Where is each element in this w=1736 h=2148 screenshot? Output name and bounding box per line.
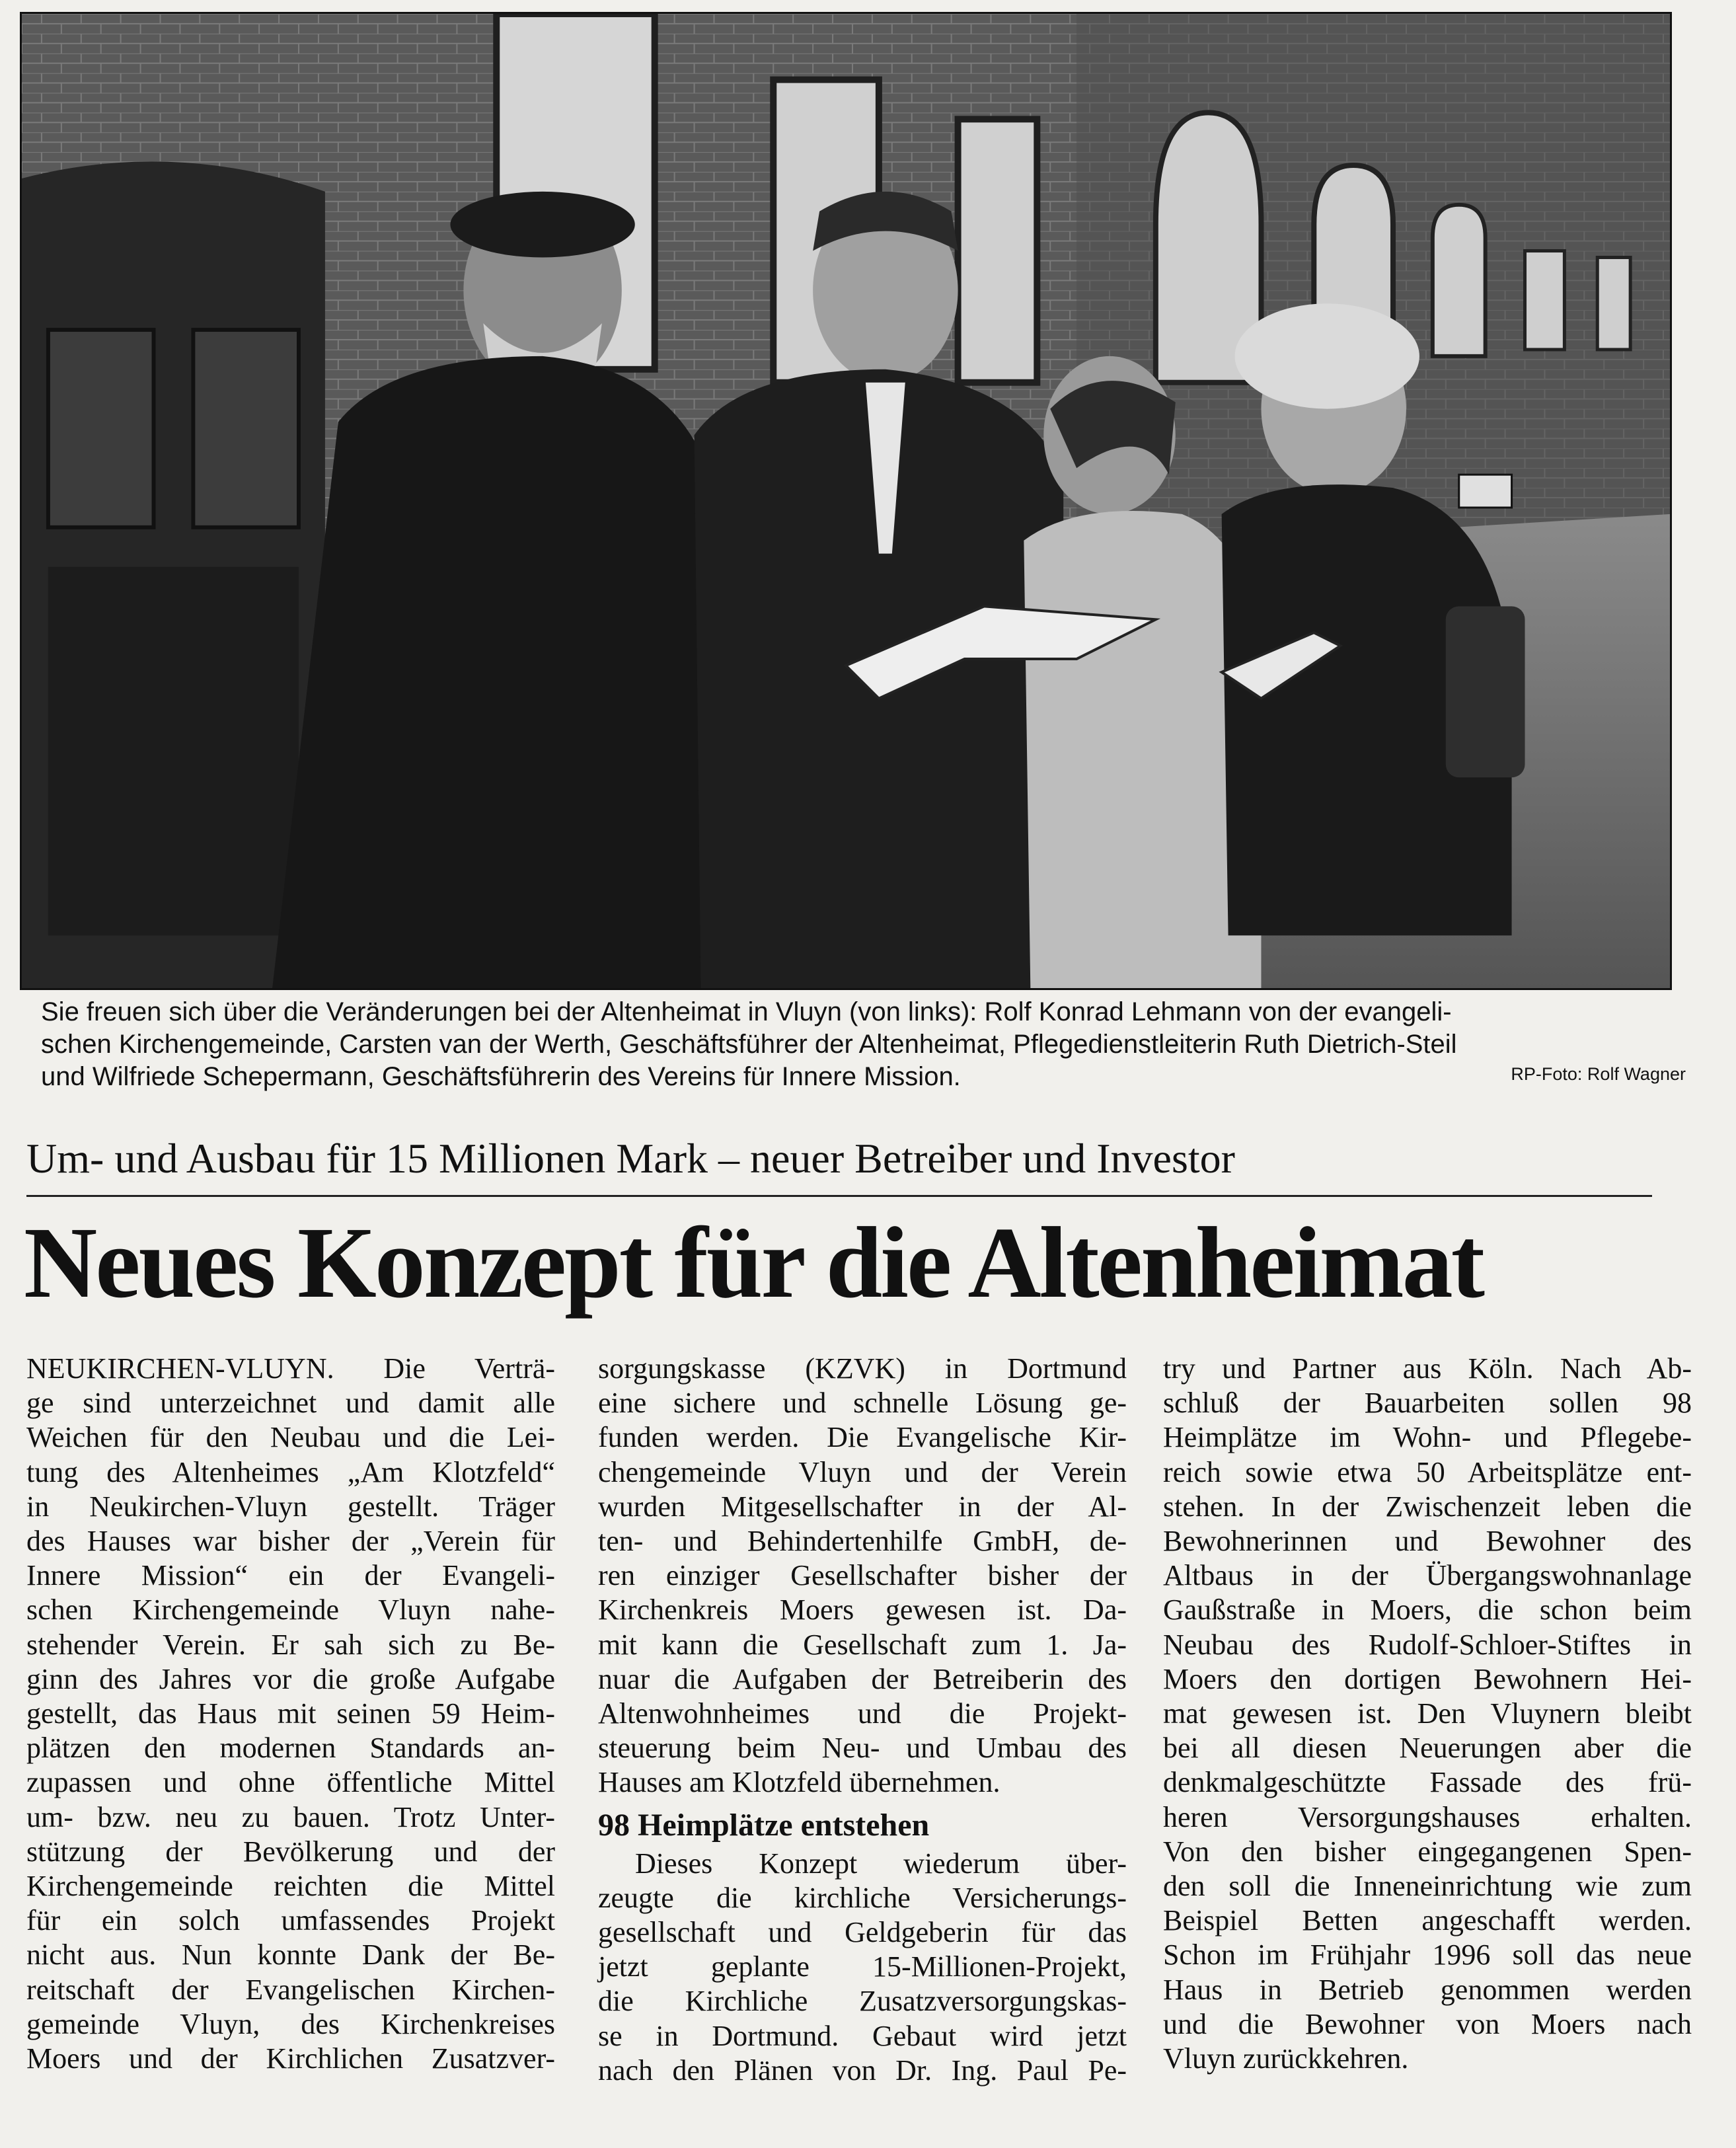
text-line: den soll die Inneneinrichtung wie zum: [1163, 1870, 1692, 1903]
text-line: jetzt geplante 15-Millionen-Projekt,: [598, 1950, 1127, 1983]
text-line: stehender Verein. Er sah sich zu Be-: [26, 1628, 555, 1661]
section-heading: 98 Heimplätze entstehen: [598, 1807, 930, 1843]
caption-line: Sie freuen sich über die Veränderungen bei der Altenheimat in Vluyn (von links): Rolf Konrad Lehmann von der evangeli-: [41, 997, 1452, 1026]
text-line: tung des Altenheimes „Am Klotzfeld“: [26, 1455, 555, 1488]
text-line: wurden Mitgesellschafter in der Al-: [598, 1490, 1127, 1523]
text-line: gestellt, das Haus mit seinen 59 Heim-: [26, 1697, 555, 1730]
text-line: Beispiel Betten angeschafft werden.: [1163, 1904, 1692, 1937]
text-line: nuar die Aufgaben der Betreiberin des: [598, 1662, 1127, 1695]
text-line: Weichen für den Neubau und die Lei-: [26, 1421, 555, 1454]
text-line: gesellschaft und Geldgeberin für das: [598, 1916, 1127, 1949]
text-line: heren Versorgungshauses erhalten.: [1163, 1800, 1692, 1833]
text-line: denkmalgeschützte Fassade des frü-: [1163, 1766, 1692, 1799]
text-line: für ein solch umfassendes Projekt: [26, 1904, 555, 1937]
text-line: stützung der Bevölkerung und der: [26, 1835, 555, 1868]
article-headline: Neues Konzept für die Altenheimat: [24, 1207, 1483, 1319]
text-line: Haus in Betrieb genommen werden: [1163, 1973, 1692, 2006]
text-line: Gaußstraße in Moers, die schon beim: [1163, 1593, 1692, 1627]
text-line: Neubau des Rudolf-Schloer-Stiftes in: [1163, 1628, 1692, 1661]
text-line: ginn des Jahres vor die große Aufgabe: [26, 1662, 555, 1695]
text-line: schen Kirchengemeinde Vluyn nahe-: [26, 1593, 555, 1627]
text-line: stehen. In der Zwischenzeit leben die: [1163, 1490, 1692, 1523]
article-photo: [20, 12, 1672, 990]
text-line: chengemeinde Vluyn und der Verein: [598, 1455, 1127, 1488]
text-line: sorgungskasse (KZVK) in Dortmund: [598, 1352, 1127, 1385]
text-line: Altenwohnheimes und die Projekt-: [598, 1697, 1127, 1730]
text-line: schluß der Bauarbeiten sollen 98: [1163, 1387, 1692, 1420]
text-line: Von den bisher eingegangenen Spen-: [1163, 1835, 1692, 1868]
photo-caption: [41, 996, 1686, 1093]
text-line: des Hauses war bisher der „Verein für: [26, 1525, 555, 1558]
caption-line: und Wilfriede Schepermann, Geschäftsführerin des Vereins für Innere Mission.: [41, 1062, 961, 1091]
text-line: reich sowie etwa 50 Arbeitsplätze ent-: [1163, 1455, 1692, 1488]
text-line: zupassen und ohne öffentliche Mittel: [26, 1766, 555, 1799]
text-line: Vluyn zurückkehren.: [1163, 2042, 1409, 2075]
text-line: Bewohnerinnen und Bewohner des: [1163, 1525, 1692, 1558]
text-line: mat gewesen ist. Den Vluynern bleibt: [1163, 1697, 1692, 1730]
text-line: ge sind unterzeichnet und damit alle: [26, 1387, 555, 1420]
article-column-3: [1163, 1352, 1692, 2076]
text-line: Moers den dortigen Bewohnern Hei-: [1163, 1662, 1692, 1695]
text-line: Kirchenkreis Moers gewesen ist. Da-: [598, 1593, 1127, 1627]
divider-rule: [26, 1195, 1652, 1197]
text-line: Moers und der Kirchlichen Zusatzver-: [26, 2042, 555, 2075]
photo-credit: RP-Foto: Rolf Wagner: [1511, 1064, 1686, 1084]
text-line: Innere Mission“ ein der Evangeli-: [26, 1559, 555, 1592]
text-line: Hauses am Klotzfeld übernehmen.: [598, 1766, 1000, 1799]
caption-line: schen Kirchengemeinde, Carsten van der Werth, Geschäftsführer der Altenheimat, Pflegedienstleiterin Ruth Dietrich-Steil: [41, 1030, 1457, 1059]
text-line: Schon im Frühjahr 1996 soll das neue: [1163, 1938, 1692, 1972]
text-line: gemeinde Vluyn, des Kirchenkreises: [26, 2007, 555, 2040]
text-line: zeugte die kirchliche Versicherungs-: [598, 1881, 1127, 1914]
text-line: steuerung beim Neu- und Umbau des: [598, 1732, 1127, 1765]
text-line: nach den Plänen von Dr. Ing. Paul Pe-: [598, 2053, 1127, 2087]
text-line: bei all diesen Neuerungen aber die: [1163, 1732, 1692, 1765]
text-line: in Neukirchen-Vluyn gestellt. Träger: [26, 1490, 555, 1523]
text-line: nicht aus. Nun konnte Dank der Be-: [26, 1938, 555, 1972]
photo-illustration: [22, 14, 1670, 988]
text-line: plätzen den modernen Standards an-: [26, 1732, 555, 1765]
text-line: funden werden. Die Evangelische Kir-: [598, 1421, 1127, 1454]
text-line: se in Dortmund. Gebaut wird jetzt: [598, 2019, 1127, 2052]
text-line: reitschaft der Evangelischen Kirchen-: [26, 1973, 555, 2006]
article-subhead: Um- und Ausbau für 15 Millionen Mark – neuer Betreiber und Investor: [26, 1135, 1235, 1182]
text-line: mit kann die Gesellschaft zum 1. Ja-: [598, 1628, 1127, 1661]
text-line: ren einziger Gesellschafter bisher der: [598, 1559, 1127, 1592]
text-line: um- bzw. neu zu bauen. Trotz Unter-: [26, 1800, 555, 1833]
text-line: NEUKIRCHEN-VLUYN. Die Verträ-: [26, 1352, 555, 1385]
text-line: und die Bewohner von Moers nach: [1163, 2007, 1692, 2040]
text-line: try und Partner aus Köln. Nach Ab-: [1163, 1352, 1692, 1385]
text-line: Altbaus in der Übergangswohnanlage: [1163, 1559, 1692, 1592]
text-line: Dieses Konzept wiederum über-: [635, 1847, 1127, 1880]
article-column-1: [26, 1352, 555, 2076]
text-line: Kirchengemeinde reichten die Mittel: [26, 1870, 555, 1903]
text-line: eine sichere und schnelle Lösung ge-: [598, 1387, 1127, 1420]
text-line: Heimplätze im Wohn- und Pflegebe-: [1163, 1421, 1692, 1454]
text-line: die Kirchliche Zusatzversorgungskas-: [598, 1985, 1127, 2018]
article-column-2: [598, 1352, 1127, 2088]
text-line: ten- und Behindertenhilfe GmbH, de-: [598, 1525, 1127, 1558]
